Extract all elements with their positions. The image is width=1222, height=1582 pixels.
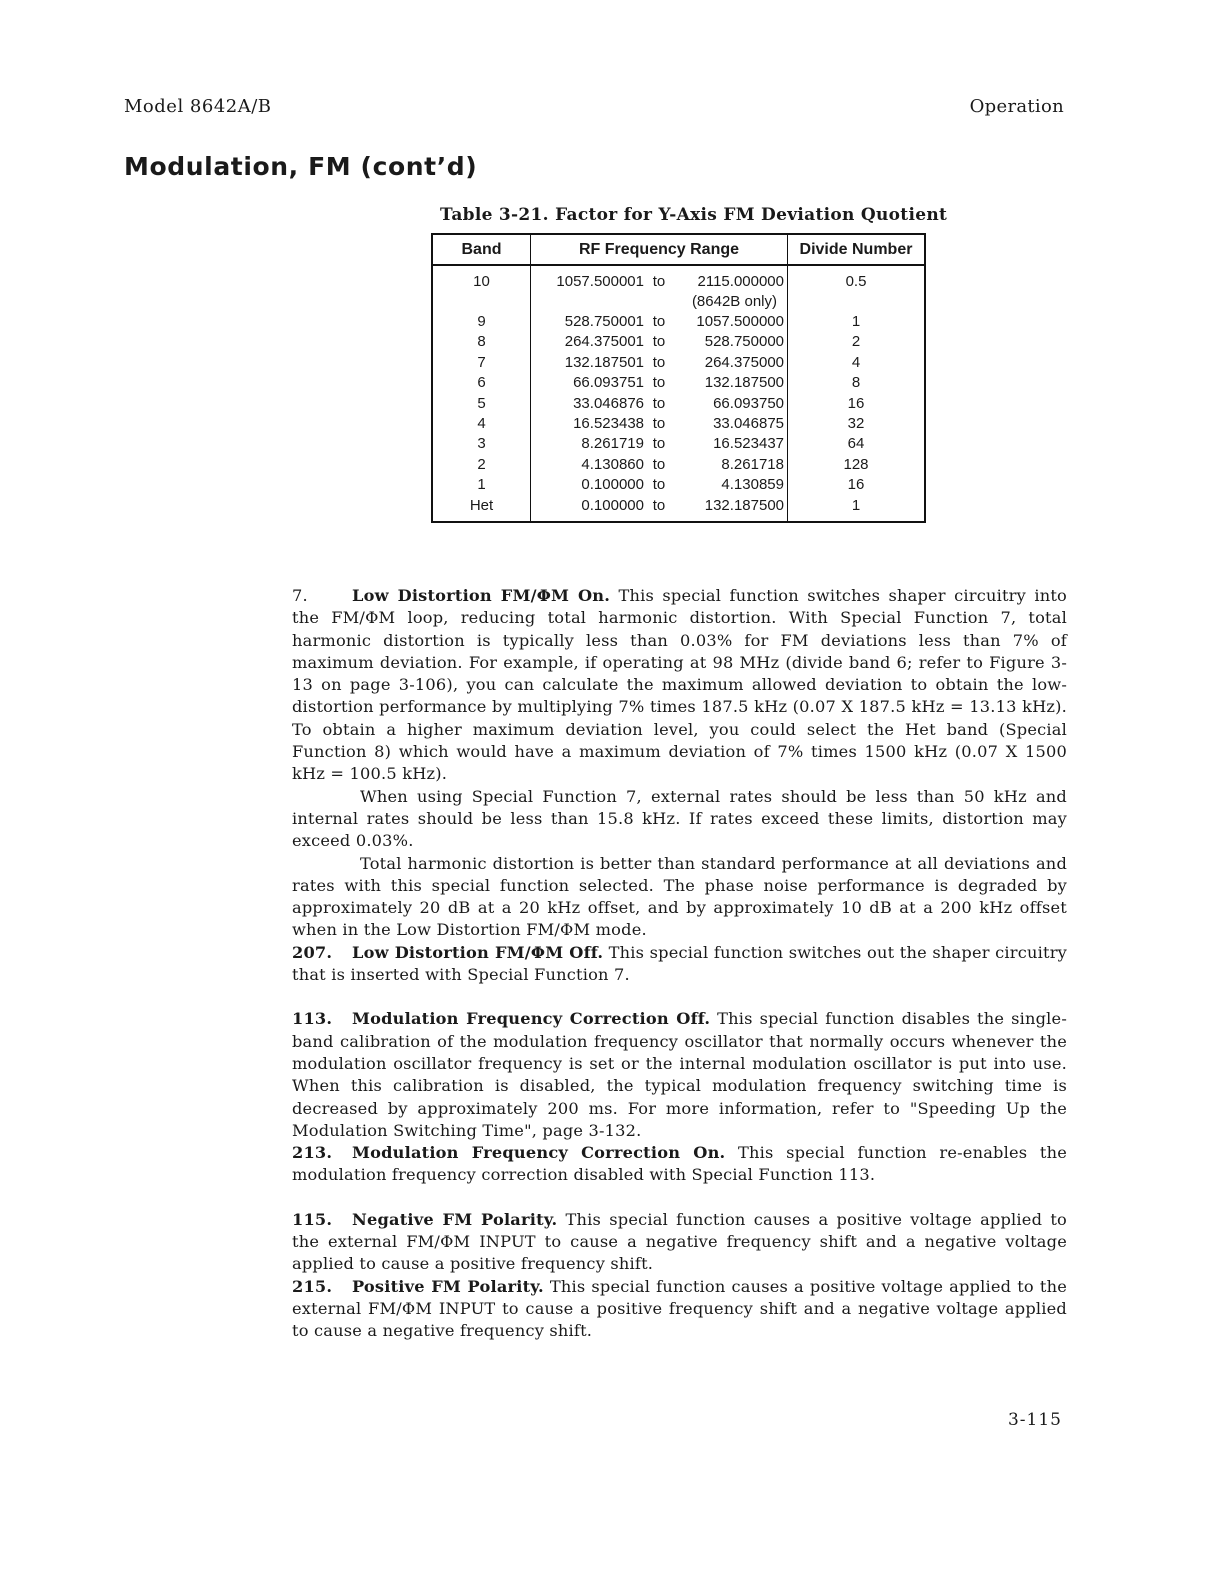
range-low: 0.100000 (581, 496, 644, 514)
rf-range-cell (531, 414, 788, 434)
sf215-title: Positive FM Polarity. (352, 1276, 544, 1296)
range-low: 264.375001 (564, 333, 644, 351)
range-low: 8.261719 (581, 435, 644, 453)
band-cell: 6 (432, 373, 531, 393)
table-caption: Table 3-21. Factor for Y-Axis FM Deviation Quotient (440, 205, 948, 225)
range-high: 2115.000000 (697, 273, 784, 290)
header-divide-number: Divide Number (788, 234, 926, 265)
table-row (432, 353, 925, 373)
range-to: to (652, 374, 666, 392)
range-low: 528.750001 (564, 313, 644, 330)
range-to: to (652, 414, 666, 432)
table-row (432, 455, 925, 475)
band-cell: 2 (432, 455, 531, 475)
range-to: to (652, 313, 666, 330)
range-to: to (652, 394, 666, 412)
range-low: 66.093751 (573, 374, 644, 392)
rf-range-cell (531, 353, 788, 373)
range-high: 33.046875 (713, 414, 784, 432)
page-number: 3-115 (1007, 1410, 1062, 1430)
range-high: 264.375000 (704, 353, 784, 371)
table-row (432, 265, 925, 312)
band-cell: 8 (432, 332, 531, 352)
rf-range (531, 353, 787, 373)
range-low: 16.523438 (573, 414, 644, 432)
sf7-paragraph (292, 585, 1067, 786)
band-cell: 10 (432, 265, 531, 312)
sf215-paragraph (292, 1276, 1067, 1343)
sf113-paragraph (292, 1008, 1067, 1142)
range-high: 8.261718 (721, 455, 784, 473)
band-cell: 7 (432, 353, 531, 373)
sf113-number: 113. (292, 1009, 333, 1029)
table-header-row (432, 234, 925, 265)
rf-range-cell (531, 455, 788, 475)
sf115-number: 115. (292, 1209, 333, 1229)
sf7-text: This special function switches shaper circuitry into the FM/ΦM loop, reducing total harmonic distortion. With Special Function 7, total harmonic distortion is typically less than 0.03% for FM deviations less than 7% of maximum deviation. For example, if operating at 98 MHz (divide band 6; refer to Figure 3-13 on page 3-106), you can calculate the maximum allowed deviation to obtain the low-distortion performance by multiplying 7% times 187.5 kHz (0.07 X 187.5 kHz = 13.13 kHz). To obtain a higher maximum deviation level, you could select the Het band (Special Function 8) which would have a maximum deviation of 7% times 1500 kHz (0.07 X 1500 kHz = 100.5 kHz). (292, 586, 1068, 784)
sf7-number: 7. (292, 586, 308, 605)
rf-range (531, 272, 787, 292)
sf115-text: This special function causes a positive voltage applied to the external FM/ΦM INPUT to cause a negative frequency shift and a negative voltage applied to cause a positive frequency shift. (292, 1209, 1067, 1274)
divide-number-cell: 0.5 (788, 265, 926, 312)
range-to: to (652, 455, 666, 473)
band-cell: Het (432, 496, 531, 522)
table-row (432, 434, 925, 454)
rf-range (531, 434, 787, 454)
rf-range (531, 414, 787, 434)
range-high: 1057.500000 (696, 313, 784, 330)
rf-range-cell (531, 475, 788, 495)
rf-range-cell (531, 312, 788, 332)
rf-range (531, 475, 787, 495)
section-title: Modulation, FM (cont’d) (124, 152, 478, 181)
sf215-number: 215. (292, 1276, 333, 1296)
rf-range (531, 394, 787, 414)
range-to: to (652, 476, 666, 494)
sf7-paragraph-3: Total harmonic distortion is better than standard performance at all deviations and rates with this special function selected. The phase noise performance is degraded by approximately 20 dB at a 20 kHz offset, and by approximately 10 dB at a 200 kHz offset when in the Low Distortion FM/ΦM mode. (292, 853, 1067, 940)
range-high: 132.187500 (704, 374, 784, 392)
header-rf-range: RF Frequency Range (531, 234, 788, 265)
rf-range (531, 496, 787, 516)
range-to: to (652, 353, 666, 371)
band-cell: 5 (432, 394, 531, 414)
sf207-number: 207. (292, 942, 333, 962)
table-row (432, 394, 925, 414)
sf207-paragraph (292, 942, 1067, 987)
range-high: 528.750000 (704, 333, 784, 351)
divide-number-cell: 64 (788, 434, 926, 454)
divide-number-cell: 8 (788, 373, 926, 393)
range-low: 4.130860 (581, 455, 644, 473)
range-to: to (652, 496, 666, 514)
range-low: 33.046876 (573, 394, 644, 412)
table-row (432, 496, 925, 522)
range-high: 16.523437 (713, 435, 784, 453)
rf-range (531, 373, 787, 393)
sf113-title: Modulation Frequency Correction Off. (352, 1009, 711, 1029)
rf-range-cell (531, 434, 788, 454)
range-to: to (652, 333, 666, 351)
rf-range (531, 312, 787, 332)
divide-number-cell: 1 (788, 312, 926, 332)
range-low: 1057.500001 (556, 273, 644, 290)
divide-number-cell: 128 (788, 455, 926, 475)
divide-number-cell: 2 (788, 332, 926, 352)
table-row (432, 373, 925, 393)
sf113-text: This special function disables the single-band calibration of the modulation frequency oscillator that normally occurs whenever the modulation oscillator frequency is set or the internal modulation oscillator is put into use. When this calibration is disabled, the typical modulation frequency switching time is decreased by approximately 200 ms. For more information, refer to "Speeding Up the Modulation Switching Time", page 3-132. (292, 1009, 1067, 1140)
table-row (432, 312, 925, 332)
header-section: Operation (969, 96, 1064, 117)
sf213-number: 213. (292, 1143, 333, 1163)
range-low: 0.100000 (581, 476, 644, 494)
sf207-text: This special function switches out the shaper circuitry that is inserted with Special Function 7. (292, 942, 1067, 985)
rf-range-cell (531, 496, 788, 522)
fm-deviation-table (431, 233, 926, 523)
sf115-title: Negative FM Polarity. (352, 1209, 558, 1229)
range-to: to (652, 435, 666, 453)
range-to: to (652, 273, 666, 290)
divide-number-cell: 1 (788, 496, 926, 522)
sf7-paragraph-2: When using Special Function 7, external rates should be less than 50 kHz and internal rates should be less than 15.8 kHz. If rates exceed these limits, distortion may exceed 0.03%. (292, 786, 1067, 851)
range-high: 4.130859 (721, 476, 784, 494)
sf213-text: This special function re-enables the modulation frequency correction disabled with Special Function 113. (292, 1143, 1068, 1185)
rf-range-cell (531, 332, 788, 352)
header-band: Band (432, 234, 531, 265)
range-high: 66.093750 (713, 394, 784, 412)
rf-range-cell (531, 394, 788, 414)
table-body (432, 265, 925, 522)
divide-number-cell: 16 (788, 394, 926, 414)
sf7-title: Low Distortion FM/ΦM On. (352, 586, 611, 605)
band-cell: 1 (432, 475, 531, 495)
table-row (432, 414, 925, 434)
sf213-paragraph (292, 1142, 1067, 1187)
sf207-title: Low Distortion FM/ΦM Off. (352, 942, 604, 962)
sf115-paragraph (292, 1209, 1067, 1276)
rf-range (531, 455, 787, 475)
divide-number-cell: 16 (788, 475, 926, 495)
body-text (292, 585, 1067, 1343)
header-model: Model 8642A/B (124, 96, 272, 117)
range-low: 132.187501 (564, 353, 644, 371)
rf-range-cell (531, 265, 788, 312)
sf213-title: Modulation Frequency Correction On. (352, 1143, 726, 1163)
table-row (432, 475, 925, 495)
divide-number-cell: 4 (788, 353, 926, 373)
rf-range (531, 332, 787, 352)
table-row (432, 332, 925, 352)
rf-range-cell (531, 373, 788, 393)
band-cell: 9 (432, 312, 531, 332)
band-cell: 4 (432, 414, 531, 434)
range-high: 132.187500 (704, 496, 784, 514)
range-note: (8642B only) (691, 293, 777, 310)
band-cell: 3 (432, 434, 531, 454)
sf215-text: This special function causes a positive voltage applied to the external FM/ΦM INPUT to cause a positive frequency shift and a negative voltage applied to cause a negative frequency shift. (292, 1276, 1067, 1341)
divide-number-cell: 32 (788, 414, 926, 434)
